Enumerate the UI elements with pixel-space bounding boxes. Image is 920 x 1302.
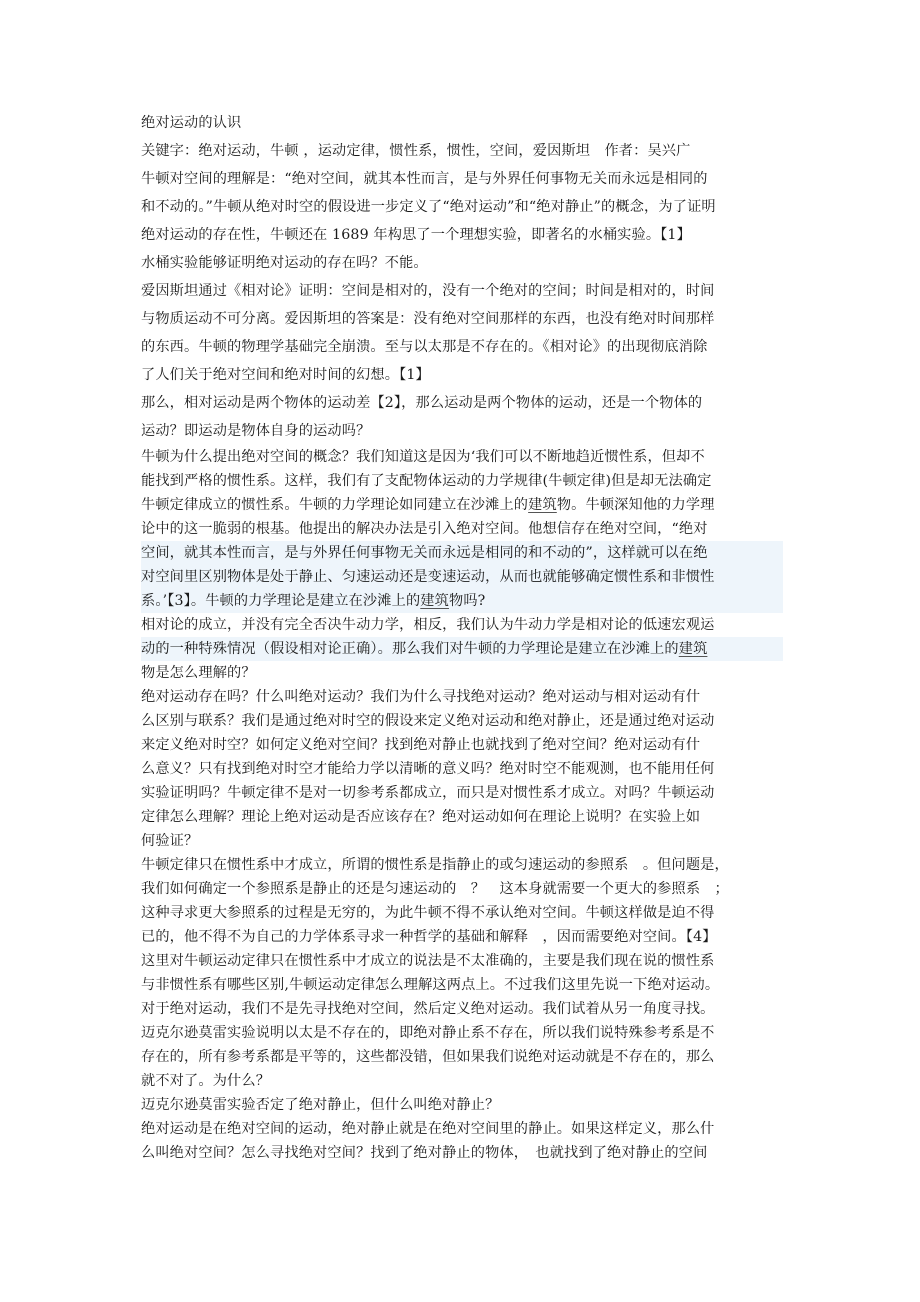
text-line: 能找到严格的惯性系。这样，我们有了支配物体运动的力学规律(牛顿定律)但是却无法确定 (141, 473, 712, 489)
document-title: 绝对运动的认识 (141, 115, 242, 131)
text-line: 绝对运动的存在性，牛顿还在 1689 年构思了一个理想实验，即著名的水桶实验。【1】 (141, 227, 691, 243)
text-line: 绝对运动是在绝对空间的运动，绝对静止就是在绝对空间里的静止。如果这样定义，那么什 (141, 1121, 715, 1137)
intro-section (141, 137, 783, 445)
text-line: 了人们关于绝对空间和绝对时间的幻想。【1】 (141, 367, 430, 383)
text-line: 论中的这一脆弱的根基。他提出的解决办法是引入绝对空间。他想信存在绝对空间，“绝对 (141, 521, 708, 537)
discussion-section (141, 445, 783, 1165)
text-line: 的东西。牛顿的物理学基础完全崩溃。至与以太那是不存在的。《相对论》的出现彻底消除 (141, 339, 708, 355)
text-line: 水桶实验能够证明绝对运动的存在吗？不能。 (141, 255, 428, 271)
text-line: 来定义绝对时空？如何定义绝对空间？找到绝对静止也就找到了绝对空间？绝对运动有什 (141, 737, 701, 753)
text-line: 牛顿为什么提出绝对空间的概念？我们知道这是因为‘我们可以不断地趋近惯性系，但却不 (141, 449, 705, 465)
text-line: 与非惯性系有哪些区别,牛顿运动定律怎么理解这两点上。不过我们这里先说一下绝对运动。 (141, 977, 720, 993)
highlighted-line: 空间，就其本性而言，是与外界任何事物无关而永远是相同的和不动的”，这样就可以在绝 (141, 541, 783, 565)
document-page (141, 112, 783, 1165)
text-line: 这种寻求更大参照系的过程是无穷的，为此牛顿不得不承认绝对空间。牛顿这样做是迫不得 (141, 905, 715, 921)
text-line: 物是怎么理解的？ (141, 665, 256, 681)
jianzhu-link[interactable]: 建筑 (420, 593, 449, 609)
highlighted-line: 对空间里区别物体是处于静止、匀速运动还是变速运动，从而也就能够确定惯性系和非惯性 (141, 565, 783, 589)
text-line: 这里对牛顿运动定律只在惯性系中才成立的说法是不太准确的，主要是我们现在说的惯性系 (141, 953, 715, 969)
text-line: 么意义？只有找到绝对时空才能给力学以清晰的意义吗？绝对时空不能观测，也不能用任何 (141, 761, 715, 777)
keywords-line: 关键字：绝对运动，牛顿 ，运动定律，惯性系，惯性，空间，爱因斯坦 作者：吴兴广 (141, 143, 691, 159)
text-line: 绝对运动存在吗？什么叫绝对运动？我们为什么寻找绝对运动？绝对运动与相对运动有什 (141, 689, 701, 705)
text-line: 我们如何确定一个参照系是静止的还是匀速运动的 ？ 这本身就需要一个更大的参照系 ； (141, 881, 729, 897)
text-line: 运动？即运动是物体自身的运动吗？ (141, 423, 371, 439)
text-line: 么区别与联系？我们是通过绝对时空的假设来定义绝对运动和绝对静止，还是通过绝对运动 (141, 713, 715, 729)
text-line: 已的，他不得不为自己的力学体系寻求一种哲学的基础和解释 ，因而需要绝对空间。【4】 (141, 929, 717, 945)
text-span: 物吗? (448, 593, 486, 609)
text-line (141, 493, 783, 517)
text-line: 爱因斯坦通过《相对论》证明：空间是相对的，没有一个绝对的空间；时间是相对的，时间 (141, 283, 715, 299)
text-line: 定律怎么理解？理论上绝对运动是否应该存在？绝对运动如何在理论上说明？在实验上如 (141, 809, 701, 825)
jianzhu-link[interactable]: 建筑 (528, 497, 557, 513)
text-line: 何验证？ (141, 833, 199, 849)
text-line: 牛顿定律只在惯性系中才成立，所谓的惯性系是指静止的或匀速运动的参照系 。但问题是， (141, 857, 729, 873)
text-line (141, 589, 783, 613)
text-span: 动的一种特殊情况（假设相对论正确）。那么我们对牛顿的力学理论是建立在沙滩上的 (141, 641, 679, 657)
text-line (141, 637, 783, 661)
text-line: 实验证明吗？牛顿定律不是对一切参考系都成立，而只是对惯性系才成立。对吗？牛顿运动 (141, 785, 715, 801)
text-line: 对于绝对运动，我们不是先寻找绝对空间，然后定义绝对运动。我们试着从另一角度寻找。 (141, 1001, 715, 1017)
text-line: 存在的，所有参考系都是平等的，这些都没错，但如果我们说绝对运动就是不存在的，那么 (141, 1049, 715, 1065)
text-span: 牛顿定律成立的惯性系。牛顿的力学理论如同建立在沙滩上的 (141, 497, 529, 513)
text-line: 与物质运动不可分离。爱因斯坦的答案是：没有绝对空间那样的东西，也没有绝对时间那样 (141, 311, 715, 327)
text-line: 就不对了。为什么？ (141, 1073, 271, 1089)
text-line: 迈克尔逊莫雷实验说明以太是不存在的，即绝对静止系不存在，所以我们说特殊参考系是不 (141, 1025, 715, 1041)
text-line: 和不动的。”牛顿从绝对时空的假设进一步定义了“绝对运动”和“绝对静止”的概念，为了证明 (141, 199, 716, 215)
text-line: 么叫绝对空间？怎么寻找绝对空间？找到了绝对静止的物体， 也就找到了绝对静止的空间 (141, 1145, 708, 1161)
text-line: 那么，相对运动是两个物体的运动差【2】，那么运动是两个物体的运动，还是一个物体的 (141, 395, 703, 411)
text-span: 系。’【3】。牛顿的力学理论是建立在沙滩上的 (141, 593, 421, 609)
jianzhu-link[interactable]: 建筑 (678, 641, 708, 657)
text-line: 迈克尔逊莫雷实验否定了绝对静止，但什么叫绝对静止？ (141, 1097, 500, 1113)
text-line: 相对论的成立，并没有完全否决牛动力学，相反，我们认为牛动力学是相对论的低速宏观运 (141, 617, 715, 633)
text-line: 牛顿对空间的理解是：“绝对空间，就其本性而言，是与外界任何事物无关而永远是相同的 (141, 171, 708, 187)
text-span: 物。牛顿深知他的力学理 (556, 497, 715, 513)
